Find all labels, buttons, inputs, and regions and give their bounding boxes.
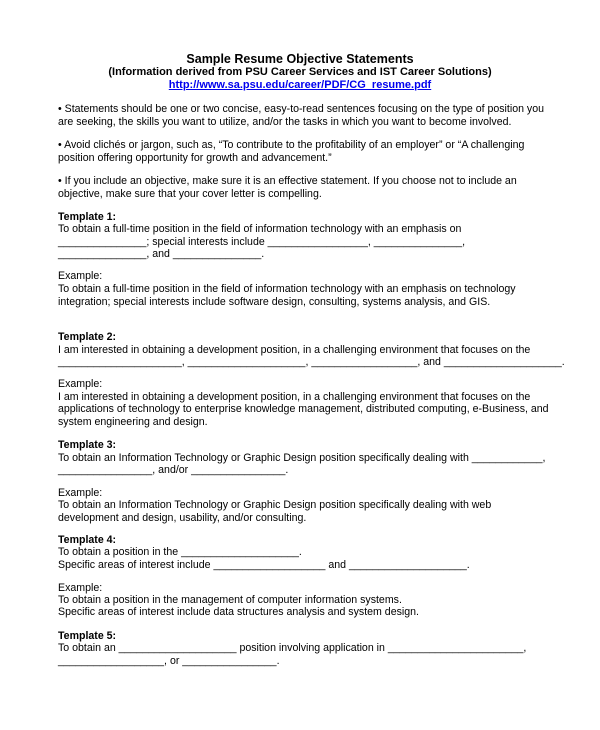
text-line: • Avoid clichés or jargon, such as, “To contribute to the profitability of an employer” or “A challenging [58, 139, 525, 151]
text-line: Specific areas of interest include data structures analysis and system design. [58, 606, 419, 618]
text-line: To obtain an Information Technology or Graphic Design position specifically dealing with ____________, [58, 452, 546, 464]
text-line: To obtain an ____________________ position involving application in _______________________, [58, 642, 527, 654]
text-line: objective, make sure that your cover letter is compelling. [58, 188, 322, 200]
text-line: _____________________, ____________________, __________________, and ____________________. [58, 356, 565, 368]
text-line: integration; special interests include software design, consulting, systems analysis, and GIS. [58, 296, 491, 308]
text-line: Specific areas of interest include ___________________ and ____________________. [58, 559, 470, 571]
text-line: __________________, or ________________. [58, 655, 280, 667]
text-line: I am interested in obtaining a development position, in a challenging environment that focuses on the [58, 391, 531, 403]
document-subtitle: (Information derived from PSU Career Services and IST Career Solutions) [108, 66, 492, 78]
example-heading: Example: [58, 378, 103, 390]
text-line: I am interested in obtaining a development position, in a challenging environment that focuses on the [58, 344, 531, 356]
text-line: applications of technology to enterprise knowledge management, distributed computing, e-Business, and [58, 403, 549, 415]
text-line: To obtain an Information Technology or Graphic Design position specifically dealing with web [58, 499, 492, 511]
text-line: development and design, usability, and/or consulting. [58, 512, 307, 524]
text-line: To obtain a position in the management of computer information systems. [58, 594, 402, 606]
template-heading: Template 1: [58, 211, 117, 223]
example-heading: Example: [58, 270, 103, 282]
template-heading: Template 2: [58, 331, 117, 343]
text-line: • Statements should be one or two concise, easy-to-read sentences focusing on the type of position you [58, 103, 545, 115]
document-title: Sample Resume Objective Statements [186, 52, 414, 66]
resume-guide-link[interactable]: http://www.sa.psu.edu/career/PDF/CG_resume.pdf [168, 79, 432, 91]
text-line: To obtain a full-time position in the field of information technology with an emphasis on technology [58, 283, 516, 295]
text-line: _______________, and _______________. [58, 248, 265, 260]
text-line: To obtain a full-time position in the field of information technology with an emphasis on [58, 223, 462, 235]
text-line: are seeking, the skills you want to utilize, and/or the tasks in which you want to become involved. [58, 116, 512, 128]
example-heading: Example: [58, 582, 103, 594]
text-line: system engineering and design. [58, 416, 208, 428]
text-line: • If you include an objective, make sure it is an effective statement. If you choose not to include an [58, 175, 517, 187]
template-heading: Template 5: [58, 630, 117, 642]
template-heading: Template 3: [58, 439, 117, 451]
text-line: To obtain a position in the ____________________. [58, 546, 302, 558]
text-line: position offering opportunity for growth and advancement.” [58, 152, 332, 164]
text-line: ________________, and/or ________________. [58, 464, 289, 476]
example-heading: Example: [58, 487, 103, 499]
text-line: _______________; special interests include _________________, _______________, [58, 236, 466, 248]
template-heading: Template 4: [58, 534, 117, 546]
